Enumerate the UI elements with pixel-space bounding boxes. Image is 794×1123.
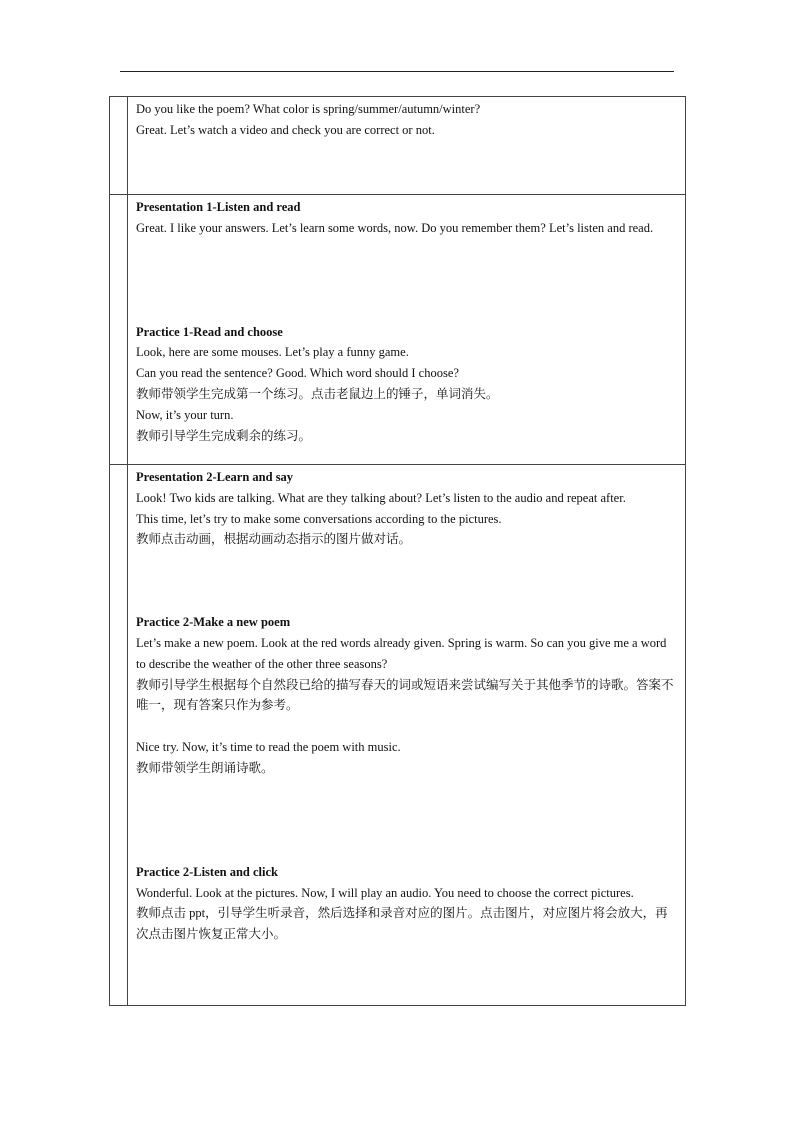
header-rule: [120, 71, 674, 72]
spacer: [136, 779, 677, 862]
text-line: 教师点击 ppt，引导学生听录音，然后选择和录音对应的图片。点击图片，对应图片将会放大，再次点击图片恢复正常大小。: [136, 906, 668, 942]
section-heading: Practice 1-Read and choose: [136, 324, 283, 339]
content-cell: [128, 465, 686, 1006]
text-line: 教师点击动画，根据动画动态指示的图片做对话。: [136, 532, 412, 547]
left-column-cell: [110, 465, 128, 1006]
lesson-plan-table: [109, 96, 686, 1006]
text-line: Can you read the sentence? Good. Which word should I choose?: [136, 366, 459, 381]
text-line: Look! Two kids are talking. What are they talking about? Let’s listen to the audio and repeat after.: [136, 490, 626, 505]
content-cell: [128, 97, 686, 195]
text-line: 教师带领学生完成第一个练习。点击老鼠边上的锤子，单词消失。: [136, 386, 499, 401]
table-row: [110, 465, 686, 1006]
text-line: Nice try. Now, it’s time to read the poem with music.: [136, 740, 401, 755]
text-line: 教师带领学生朗诵诗歌。: [136, 760, 274, 775]
text-line: Let’s make a new poem. Look at the red words already given. Spring is warm. So can you give me a word to describe the weather of the other three seasons?: [136, 635, 667, 671]
left-column-cell: [110, 195, 128, 465]
text-line: Great. Let’s watch a video and check you are correct or not.: [136, 122, 435, 137]
left-column-cell: [110, 97, 128, 195]
text-line: 教师引导学生根据每个自然段已给的描写春天的词或短语来尝试编写关于其他季节的诗歌。答案不唯一，现有答案只作为参考。: [136, 677, 674, 713]
table-row: [110, 195, 686, 465]
text-line: Wonderful. Look at the pictures. Now, I will play an audio. You need to choose the correct pictures.: [136, 885, 634, 900]
section-heading: Practice 2-Listen and click: [136, 864, 278, 879]
text-line: 教师引导学生完成剩余的练习。: [136, 428, 312, 443]
table-row: [110, 97, 686, 195]
section-heading: Presentation 2-Learn and say: [136, 470, 294, 484]
section-heading: Presentation 1-Listen and read: [136, 200, 301, 214]
spacer: [136, 550, 677, 612]
text-line: Look, here are some mouses. Let’s play a funny game.: [136, 345, 409, 360]
text-line: Now, it’s your turn.: [136, 407, 234, 422]
spacer: [136, 239, 677, 322]
text-line: This time, let’s try to make some conversations according to the pictures.: [136, 511, 502, 526]
text-line: Do you like the poem? What color is spring/summer/autumn/winter?: [136, 102, 481, 116]
content-cell: [128, 195, 686, 465]
section-heading: Practice 2-Make a new poem: [136, 615, 291, 630]
spacer: [136, 716, 677, 737]
text-line: Great. I like your answers. Let’s learn some words, now. Do you remember them? Let’s listen and read.: [136, 220, 654, 235]
